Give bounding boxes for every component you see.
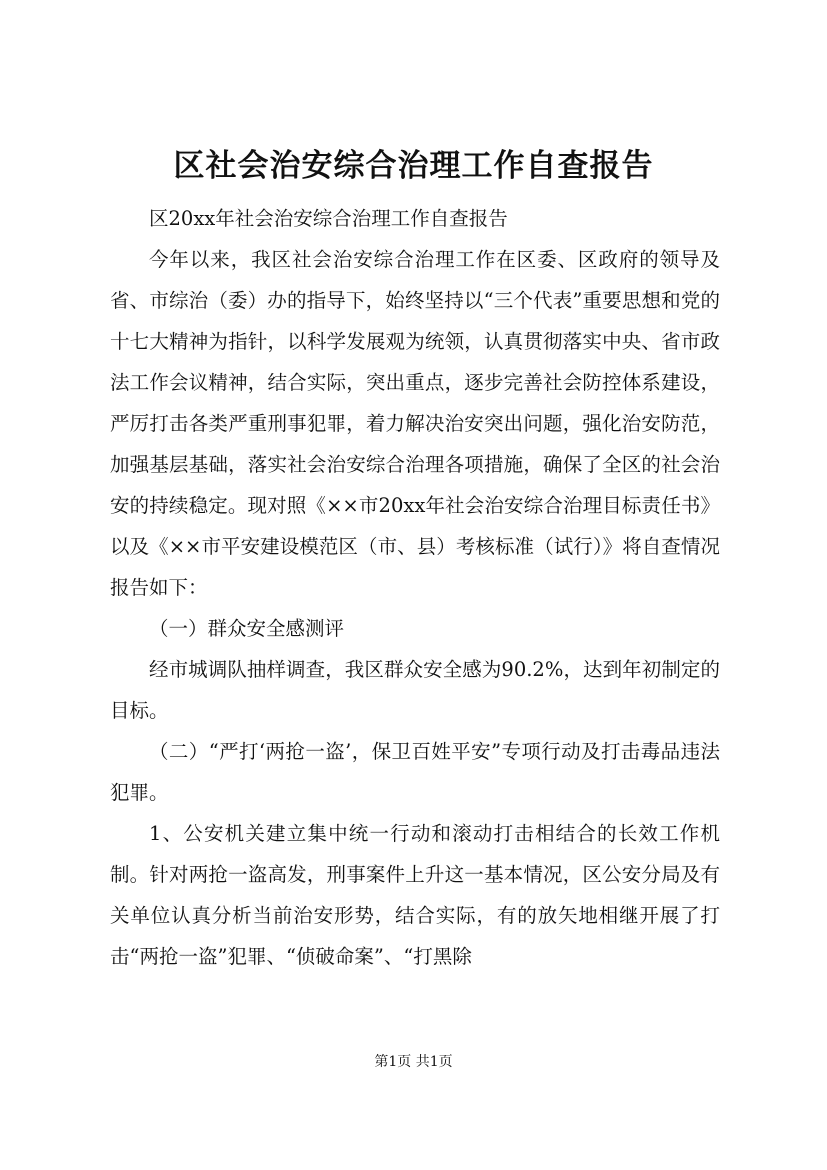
section-1-paragraph: 经市城调队抽样调查，我区群众安全感为90.2%，达到年初制定的目标。	[110, 658, 720, 722]
section-heading-1: （一）群众安全感测评	[149, 617, 345, 640]
section-2-paragraph: 1、公安机关建立集中统一行动和滚动打击相结合的长效工作机制。针对两抢一盗高发，刑事案件上升这一基本情况，区公安分局及有关单位认真分析当前治安形势，结合实际，有的放矢地相继开展了打击“两抢一盗”犯罪、“侦破命案”、“打黑除	[110, 822, 720, 968]
section-heading-2: （二）“严打‘两抢一盗’，保卫百姓平安”专项行动及打击毒品违法犯罪。	[110, 740, 720, 804]
document-body	[110, 198, 720, 977]
document-title: 区社会治安综合治理工作自查报告	[173, 148, 654, 184]
page-number-footer: 第1页 共1页	[374, 1054, 453, 1070]
subtitle-paragraph: 区20xx年社会治安综合治理工作自查报告	[149, 207, 508, 230]
intro-paragraph: 今年以来，我区社会治安综合治理工作在区委、区政府的领导及省、市综治（委）办的指导下，始终坚持以“三个代表”重要思想和党的十七大精神为指针，以科学发展观为统领，认真贯彻落实中央、省市政法工作会议精神，结合实际，突出重点，逐步完善社会防控体系建设，严厉打击各类严重刑事犯罪，着力解决治安突出问题，强化治安防范，加强基层基础，落实社会治安综合治理各项措施，确保了全区的社会治安的持续稳定。现对照《××市20xx年社会治安综合治理目标责任书》以及《××市平安建设模范区（市、县）考核标准（试行）》将自查情况报告如下：	[110, 248, 720, 599]
